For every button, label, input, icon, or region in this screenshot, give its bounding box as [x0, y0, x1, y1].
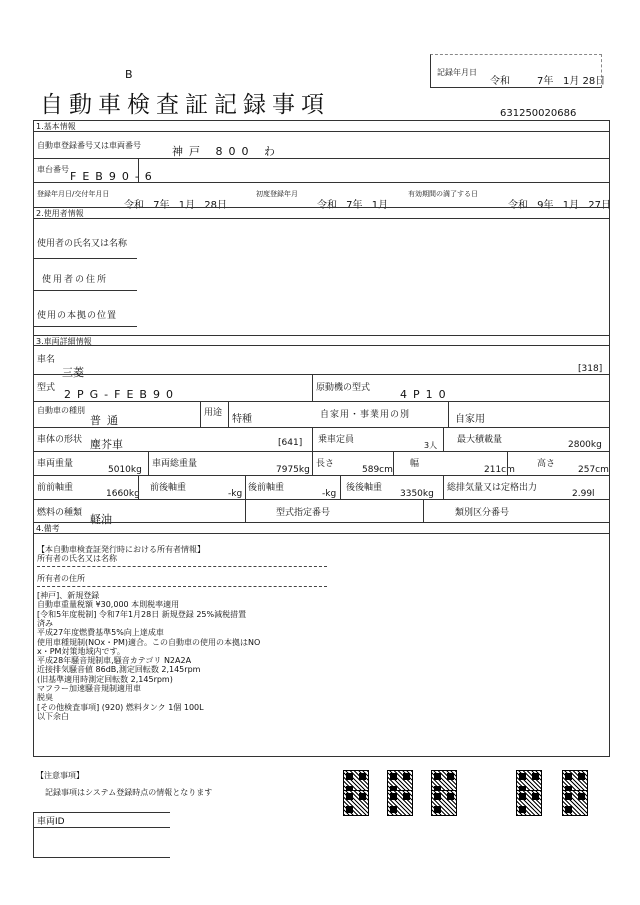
remark-line: 済み — [37, 618, 53, 628]
max-load-label: 最大積載量 — [457, 435, 503, 445]
qr-code-icon — [343, 790, 369, 816]
model-value: 2PG-FEB90 — [64, 388, 179, 401]
remark-line: 自動車重量税額 ¥30,000 本則税率適用 — [37, 600, 180, 610]
base-location-label: 使用の本拠の位置 — [37, 311, 118, 321]
record-era: 令和 — [490, 76, 510, 87]
engine-label: 原動機の型式 — [316, 383, 371, 393]
section-4-heading: 4.備考 — [36, 524, 60, 533]
private-business-value: 自家用 — [455, 414, 485, 425]
make-label: 車名 — [37, 355, 56, 365]
section-2-heading: 2.使用者情報 — [36, 209, 84, 218]
length-label: 長さ — [316, 459, 335, 469]
reg-number-label: 自動車登録番号又は車両番号 — [37, 141, 141, 150]
remark-line: 脱臭 — [37, 693, 53, 703]
page-title: 自動車検査証記録事項 — [40, 92, 330, 118]
engine-value: 4P10 — [400, 388, 452, 401]
owner-name-label: 所有者の氏名又は名称 — [37, 554, 117, 563]
first-registration-label: 初度登録年月 — [256, 190, 298, 198]
displacement-label: 総排気量又は定格出力 — [447, 483, 538, 493]
capacity-value: 3人 — [424, 441, 438, 450]
doc-number: 631250020686 — [500, 108, 577, 119]
front-front-axle-label: 前前軸重 — [37, 483, 74, 493]
remark-line: [神戸]、新規登録 — [37, 591, 100, 600]
vehicle-id-label: 車両ID — [37, 817, 65, 827]
notes-heading: 【注意事項】 — [36, 771, 84, 780]
title-prefix: B — [125, 68, 133, 81]
expiry-value: 令和 9年 1月 27日 — [508, 200, 611, 211]
chassis-value: FEB90-6 — [70, 170, 158, 183]
width-value: 211cm — [484, 465, 515, 475]
qr-code-icon — [431, 790, 457, 816]
qr-code-icon — [516, 790, 542, 816]
height-value: 257cm — [578, 465, 609, 475]
model-label: 型式 — [37, 383, 56, 393]
rear-rear-axle-value: 3350kg — [400, 489, 434, 499]
section-1-heading: 1.基本情報 — [36, 122, 76, 131]
owner-info-heading: 【本自動車検査証発行時における所有者情報】 — [37, 545, 205, 554]
body-shape-label: 車体の形状 — [37, 435, 83, 445]
qr-code-icon — [562, 790, 588, 816]
remark-line: マフラー加速騒音規制適用車 — [37, 684, 141, 693]
make-code: [318] — [578, 364, 603, 374]
qr-code-icon — [387, 790, 413, 816]
remark-line: 平成28年騒音規制車,騒音カテゴリ N2A2A — [37, 656, 192, 666]
owner-address-label: 所有者の住所 — [37, 574, 85, 583]
record-month-day: 1月 28日 — [563, 76, 606, 87]
class-number-label: 類別区分番号 — [455, 508, 510, 518]
vehicle-weight-value: 5010kg — [108, 465, 142, 475]
remark-line: (旧基準適用時測定回転数 2,145rpm) — [37, 674, 173, 684]
remark-line: 以下余白 — [37, 711, 69, 721]
remark-line: 平成27年度燃費基準5%向上達成車 — [37, 628, 164, 638]
vehicle-weight-label: 車両重量 — [37, 459, 74, 469]
use-value: 特種 — [232, 414, 252, 425]
capacity-label: 乗車定員 — [318, 435, 355, 445]
remark-line: [令和5年度税制] 令和7年1月28日 新規登録 25%減税措置 — [37, 609, 247, 619]
issue-date-label: 登録年月日/交付年月日 — [37, 190, 110, 198]
fuel-label: 燃料の種類 — [37, 508, 83, 518]
gross-weight-value: 7975kg — [276, 465, 310, 475]
width-label: 幅 — [410, 459, 420, 469]
chassis-label: 車台番号 — [37, 165, 69, 174]
rear-front-axle-value: -kg — [322, 489, 337, 499]
use-label: 用途 — [204, 408, 223, 418]
remark-line: x・PM対策地域内です。 — [37, 646, 125, 656]
expiry-label: 有効期間の満了する日 — [408, 190, 478, 198]
user-address-label: 使用者の住所 — [42, 275, 109, 285]
record-year: 7年 — [537, 76, 554, 87]
user-name-label: 使用者の氏名又は名称 — [37, 239, 128, 249]
first-registration-value: 令和 7年 1月 — [317, 200, 389, 211]
section-3-heading: 3.車両詳細情報 — [36, 337, 92, 346]
notes-text: 記録事項はシステム登録時点の情報となります — [45, 788, 213, 797]
private-business-label: 自家用・事業用の別 — [320, 410, 411, 420]
type-designation-label: 型式指定番号 — [276, 508, 331, 518]
displacement-value: 2.99l — [572, 489, 595, 499]
remark-line: 使用車種規制(NOx・PM)適合。この自動車の使用の本拠はNO — [37, 637, 261, 647]
length-value: 589cm — [362, 465, 393, 475]
kind-value: 普通 — [90, 414, 124, 427]
gross-weight-label: 車両総重量 — [152, 459, 198, 469]
front-rear-axle-label: 前後軸重 — [150, 483, 187, 493]
record-date-label: 記録年月日 — [437, 68, 477, 77]
rear-front-axle-label: 後前軸重 — [248, 483, 285, 493]
body-shape-value: 塵芥車 — [90, 438, 123, 451]
front-front-axle-value: 1660kg — [106, 489, 140, 499]
fuel-value: 軽油 — [90, 513, 112, 526]
issue-date-value: 令和 7年 1月 28日 — [124, 200, 227, 211]
remark-line: [その他検査事項] (920) 燃料タンク 1個 100L — [37, 702, 204, 712]
body-shape-code: [641] — [278, 438, 303, 448]
rear-rear-axle-label: 後後軸重 — [346, 483, 383, 493]
max-load-value: 2800kg — [568, 440, 602, 450]
remark-line: 近接排気騒音値 86dB,測定回転数 2,145rpm — [37, 665, 201, 675]
kind-label: 自動車の種別 — [37, 406, 85, 415]
height-label: 高さ — [537, 459, 556, 469]
reg-number-value: 神戸 800 わ — [172, 145, 281, 158]
make-value: 三菱 — [62, 366, 84, 379]
front-rear-axle-value: -kg — [228, 489, 243, 499]
